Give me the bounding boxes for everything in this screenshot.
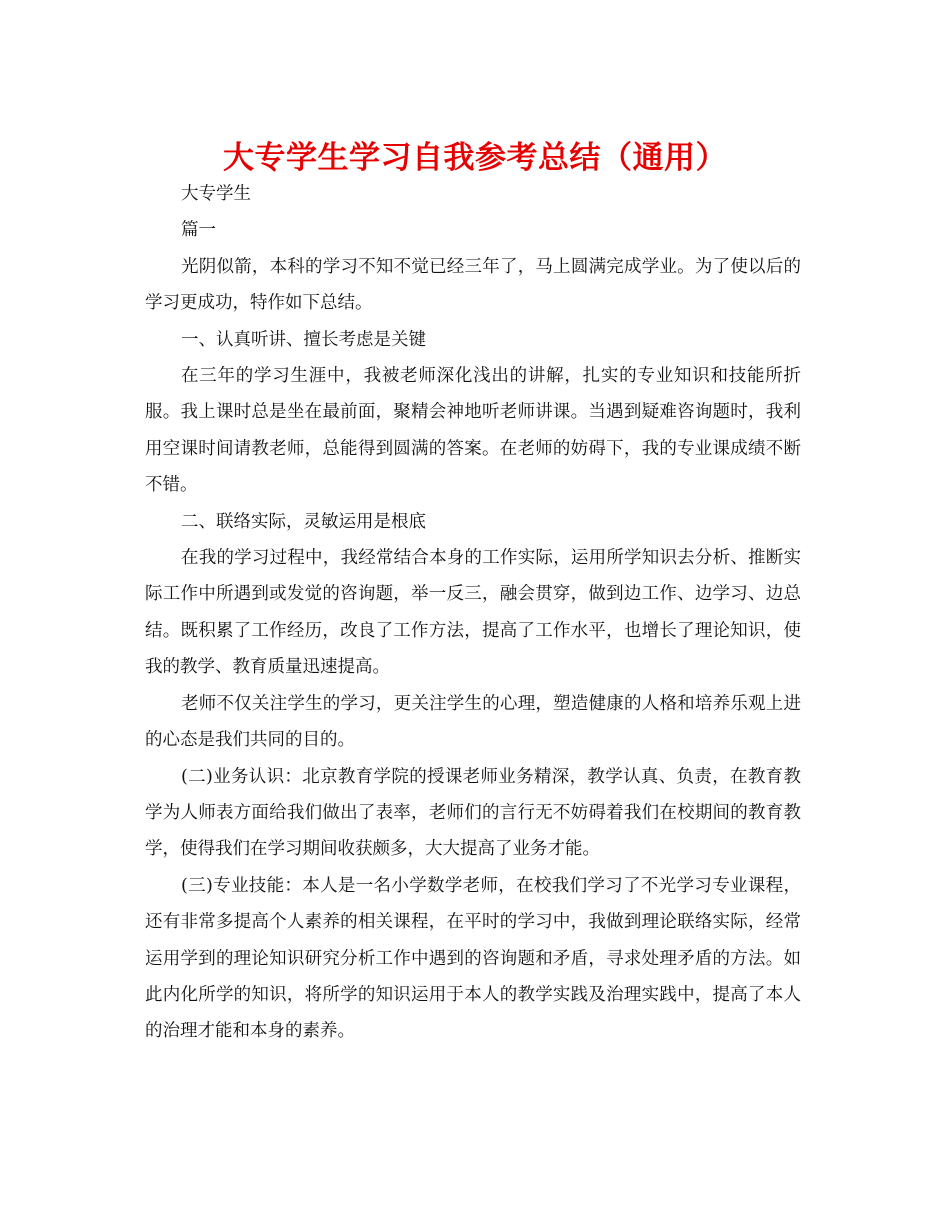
paragraph-body: 在三年的学习生涯中，我被老师深化浅出的讲解，扎实的专业知识和技能所折服。我上课时总是坐在最前面，聚精会神地听老师讲课。当遇到疑难咨询题时，我利用空课时间请教老师，总能得到圆满的答案。在老师的妨碍下，我的专业课成绩不断不错。 <box>145 366 801 496</box>
paragraph-body: 在我的学习过程中，我经常结合本身的工作实际，运用所学知识去分析、推断实际工作中所遇到或发觉的咨询题，举一反三，融会贯穿，做到边工作、边学习、边总结。既积累了工作经历，改良了工作方法，提高了工作水平，也增长了理论知识，使我的教学、教育质量迅速提高。 <box>145 548 801 678</box>
paragraph-section-marker: 篇一 <box>181 220 216 241</box>
document-body <box>145 176 801 1050</box>
paragraph-label: 大专学生 <box>181 184 251 204</box>
paragraph-body: (三)专业技能：本人是一名小学数学老师，在校我们学习了不光学习专业课程，还有非常多提高个人素养的相关课程，在平时的学习中，我做到理论联络实际，经常运用学到的理论知识研究分析工作中遇到的咨询题和矛盾，寻求处理矛盾的方法。如此内化所学的知识，将所学的知识运用于本人的教学实践及治理实践中，提高了本人的治理才能和本身的素养。 <box>145 875 801 1042</box>
paragraph-body: 老师不仅关注学生的学习，更关注学生的心理，塑造健康的人格和培养乐观上进的心态是我们共同的目的。 <box>145 693 801 751</box>
paragraph-body: (二)业务认识：北京教育学院的授课老师业务精深，教学认真、负责，在教育教学为人师表方面给我们做出了表率，老师们的言行无不妨碍着我们在校期间的教育教学，使得我们在学习期间收获颇多，大大提高了业务才能。 <box>145 766 801 860</box>
page-title: 大专学生学习自我参考总结（通用） <box>223 140 727 176</box>
paragraph-heading-one: 一、认真听讲、擅长考虑是关键 <box>181 329 426 350</box>
paragraph-heading-two: 二、联络实际，灵敏运用是根底 <box>181 511 426 532</box>
paragraph-intro: 光阴似箭，本科的学习不知不觉已经三年了，马上圆满完成学业。为了使以后的学习更成功，特作如下总结。 <box>145 256 801 314</box>
